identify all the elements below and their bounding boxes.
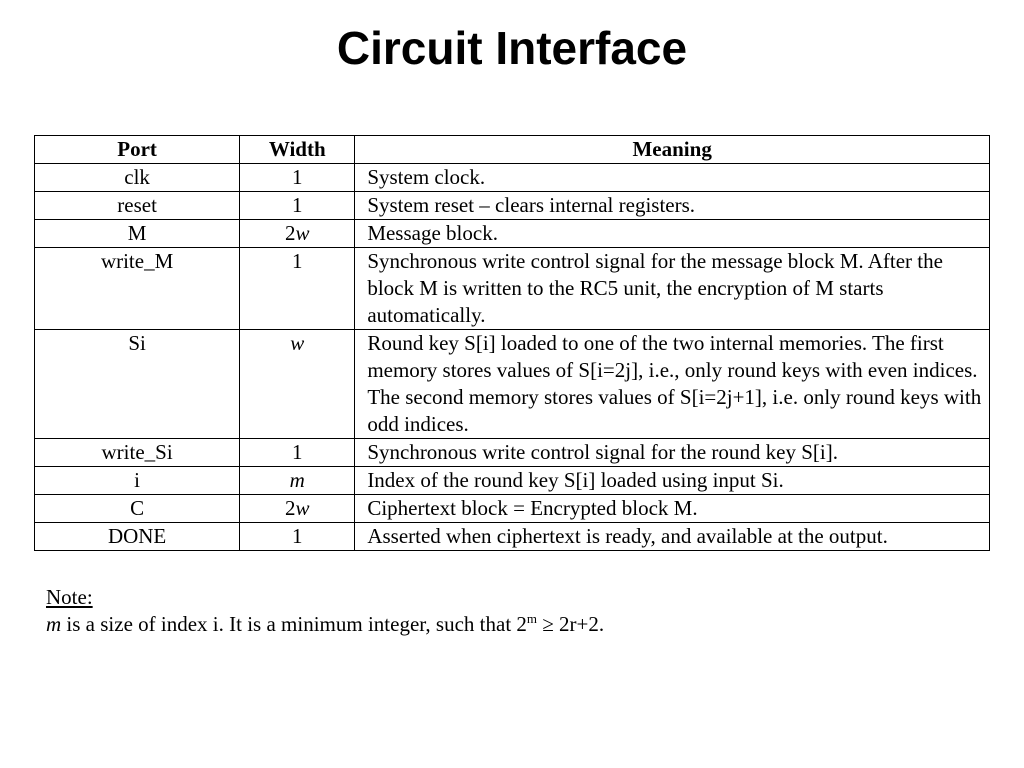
table-row [35, 248, 990, 330]
width-cell [240, 495, 355, 523]
circuit-interface-table [34, 135, 990, 551]
meaning-cell: Index of the round key S[i] loaded using input Si. [355, 467, 990, 495]
note-text-before: is a size of index i. It is a minimum integer, such that 2 [61, 612, 527, 636]
port-cell: clk [35, 164, 240, 192]
width-cell [240, 220, 355, 248]
meaning-cell: Round key S[i] loaded to one of the two internal memories. The first memory stores values of S[i=2j], i.e., only round keys with even indices. The second memory stores values of S[i=2j+1], i.e. only round keys with odd indices. [355, 330, 990, 439]
table-row [35, 523, 990, 551]
column-header-width: Width [240, 136, 355, 164]
meaning-cell: Synchronous write control signal for the message block M. After the block M is written to the RC5 unit, the encryption of M starts automatically. [355, 248, 990, 330]
width-cell [240, 164, 355, 192]
width-value: 2 [285, 496, 296, 520]
width-value: 1 [292, 440, 303, 464]
width-variable: w [295, 496, 310, 520]
width-value: 2 [285, 221, 296, 245]
meaning-cell: Message block. [355, 220, 990, 248]
port-cell: write_M [35, 248, 240, 330]
table-row [35, 220, 990, 248]
width-cell [240, 192, 355, 220]
width-value: 1 [292, 524, 303, 548]
width-cell [240, 467, 355, 495]
table-row [35, 330, 990, 439]
width-variable: w [295, 221, 310, 245]
port-cell: i [35, 467, 240, 495]
port-cell: DONE [35, 523, 240, 551]
table-header-row [35, 136, 990, 164]
table-row [35, 192, 990, 220]
table-row [35, 439, 990, 467]
width-value: 1 [292, 165, 303, 189]
port-cell: write_Si [35, 439, 240, 467]
page-title: Circuit Interface [336, 22, 688, 74]
meaning-cell: System clock. [355, 164, 990, 192]
table-row [35, 467, 990, 495]
note-text-after: ≥ 2r+2. [537, 612, 605, 636]
port-cell: C [35, 495, 240, 523]
note-superscript: m [526, 611, 538, 626]
port-cell: reset [35, 192, 240, 220]
width-variable: m [289, 468, 305, 492]
table-row [35, 164, 990, 192]
note-heading: Note: [46, 585, 93, 609]
width-cell [240, 330, 355, 439]
column-header-port: Port [35, 136, 240, 164]
meaning-cell: Ciphertext block = Encrypted block M. [355, 495, 990, 523]
port-cell: M [35, 220, 240, 248]
meaning-cell: Synchronous write control signal for the round key S[i]. [355, 439, 990, 467]
meaning-cell: System reset – clears internal registers. [355, 192, 990, 220]
width-value: 1 [292, 193, 303, 217]
width-variable: w [290, 331, 305, 355]
width-cell [240, 523, 355, 551]
width-value: 1 [292, 249, 303, 273]
note-text [46, 611, 986, 638]
column-header-meaning: Meaning [355, 136, 990, 164]
table-row [35, 495, 990, 523]
port-cell: Si [35, 330, 240, 439]
note-variable: m [46, 612, 62, 636]
note-section [46, 584, 986, 638]
meaning-cell: Asserted when ciphertext is ready, and available at the output. [355, 523, 990, 551]
width-cell [240, 248, 355, 330]
width-cell [240, 439, 355, 467]
